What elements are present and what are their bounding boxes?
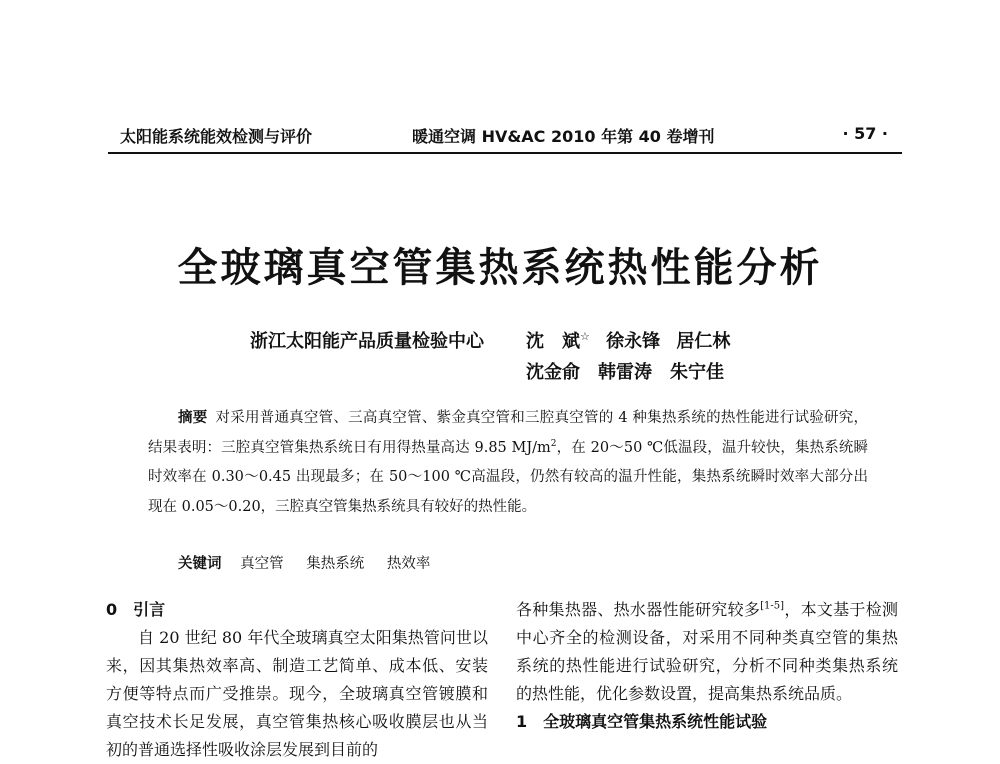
page-number: · 57 · <box>842 124 888 143</box>
keyword-item: 集热系统 <box>306 556 365 572</box>
running-head-section: 太阳能系统能效检测与评价 <box>120 127 313 146</box>
authors-line-1-text <box>526 331 730 352</box>
keyword-item: 热效率 <box>386 556 431 572</box>
running-head <box>108 118 902 154</box>
introduction-paragraph: 自 20 世纪 80 年代全玻璃真空太阳集热管问世以来，因其集热效率高、制造工艺简单、成本低、安装方便等特点而广受推崇。现今，全玻璃真空管镀膜和真空技术长足发展，真空管集热核心吸收膜层也从当初的普通选择性吸收涂层发展到目前的 <box>106 628 488 759</box>
section-heading-introduction: 0 引言 <box>106 600 166 619</box>
authors-line-1 <box>526 327 730 353</box>
running-head-journal: 暖通空调 HV&AC 2010 年第 40 卷增刊 <box>412 127 715 146</box>
abstract <box>148 404 868 522</box>
section-heading-experiment: 1 全玻璃真空管集热系统性能试验 <box>516 712 768 731</box>
right-column <box>516 596 898 736</box>
left-column <box>106 596 488 764</box>
keywords <box>178 552 448 573</box>
corresponding-author-mark: ☆ <box>580 330 590 343</box>
abstract-label: 摘要 <box>178 410 208 426</box>
first-author: 沈 斌 <box>526 331 580 352</box>
keyword-item: 真空管 <box>240 556 284 572</box>
authors-line-2: 沈金俞 韩雷涛 朱宁佳 <box>526 362 724 383</box>
citation-superscript: [1-5] <box>760 600 785 612</box>
right-column-paragraph <box>516 596 898 708</box>
abstract-text-part1: 对采用普通真空管、三高真空管、紫金真空管和三腔真空管的 4 种集热系统的热性能进行试验研究，结果表明：三腔真空管集热系统日有用得热量高达 9.85 MJ/m <box>148 410 868 456</box>
abstract-superscript: 2 <box>550 438 557 449</box>
other-authors: 徐永锋 居仁林 <box>589 331 731 352</box>
right-paragraph-part1: 各种集热器、热水器性能研究较多 <box>516 600 761 619</box>
paper-title: 全玻璃真空管集热系统热性能分析 <box>177 245 823 291</box>
keywords-label: 关键词 <box>178 556 222 572</box>
abstract-text-part2: ，在 20～50 ℃低温段，温升较快，集热系统瞬时效率在 0.30～0.45 出现最多；在 50～100 ℃高温段，仍然有较高的温升性能，集热系统瞬时效率大部分出现在 0.05～0.20，三腔真空管集热系统具有较好的热性能。 <box>148 439 868 515</box>
affiliation: 浙江太阳能产品质量检验中心 <box>250 331 484 352</box>
right-paragraph-part2: ，本文基于检测中心齐全的检测设备，对采用不同种类真空管的集热系统的热性能进行试验研究，分析不同种类集热系统的热性能，优化参数设置，提高集热系统品质。 <box>516 600 898 703</box>
